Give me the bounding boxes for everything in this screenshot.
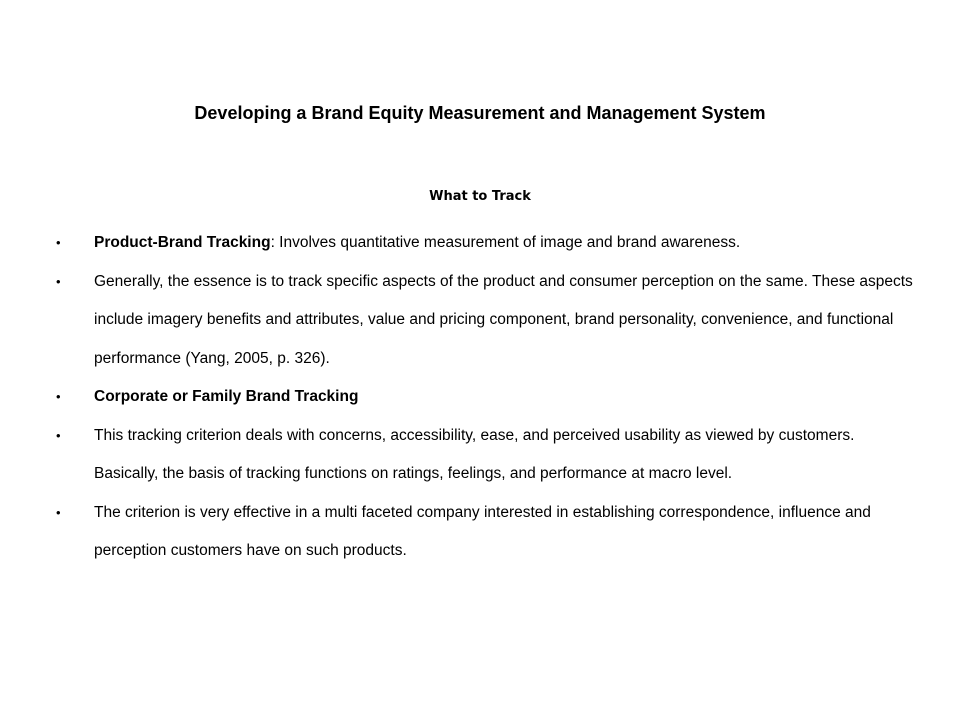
- bullet-text: [94, 427, 854, 483]
- bullet-icon: •: [56, 427, 61, 443]
- bullet-body-text: : Involves quantitative measurement of image and brand awareness.: [270, 234, 741, 251]
- list-item: [54, 494, 914, 571]
- list-item: [54, 263, 914, 379]
- bullet-text: [94, 234, 740, 251]
- bullet-body-text: The criterion is very effective in a multi faceted company interested in establishing correspondence, influence and perception customers have on such products.: [94, 503, 871, 559]
- list-item: [54, 224, 914, 263]
- bullet-icon: •: [56, 235, 61, 250]
- bullet-icon: •: [56, 273, 61, 289]
- bullet-bold-text: Corporate or Family Brand Tracking: [94, 388, 359, 405]
- bullet-list: [54, 224, 914, 571]
- list-item: [54, 417, 914, 494]
- bullet-body-text: This tracking criterion deals with concerns, accessibility, ease, and perceived usability as viewed by customers. Basically, the basis of tracking functions on ratings, feelings, and performance at macro level.: [94, 426, 855, 482]
- bullet-text: [94, 504, 871, 560]
- bullet-text: [94, 388, 358, 405]
- bullet-body-text: Generally, the essence is to track specific aspects of the product and consumer perception on the same. These aspects include imagery benefits and attributes, value and pricing component, brand personality, convenience, and functional performance (Yang, 2005, p. 326).: [94, 272, 913, 367]
- page-title: Developing a Brand Equity Measurement and Management System: [194, 103, 766, 123]
- bullet-icon: •: [56, 389, 61, 404]
- bullet-bold-text: Product-Brand Tracking: [94, 234, 271, 251]
- section-heading: What to Track: [429, 189, 531, 204]
- bullet-icon: •: [56, 504, 61, 520]
- list-item: [54, 378, 914, 417]
- bullet-text: [94, 273, 913, 367]
